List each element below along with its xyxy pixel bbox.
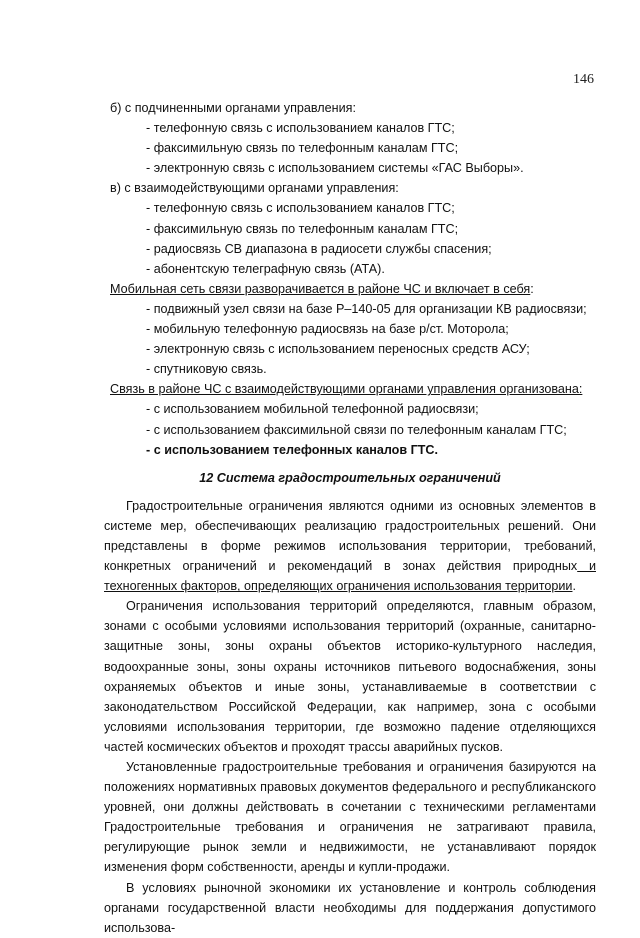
list-item: - с использованием мобильной телефонной радиосвязи;: [146, 402, 479, 417]
mobile-network-title-text: Мобильная сеть связи разворачивается в районе ЧС и включает в себя: [110, 281, 531, 296]
list-item: - факсимильную связь по телефонным каналам ГТС;: [146, 221, 459, 236]
paragraph-3: Установленные градостроительные требования и ограничения базируются на положениях нормативных правовых документов федерального и республиканского уровней, они должны действовать в сочетании с техническими регламентами Градостроительные требования и ограничения не затрагивают правила, регулирующие рынок земли и недвижимости, не устанавливают порядок изменения форм собственности, аренды и купли-продажи.: [104, 760, 596, 875]
list-item: - мобильную телефонную радиосвязь на базе р/ст. Моторола;: [146, 322, 509, 337]
list-item: - подвижный узел связи на базе Р–140-05 для организации КВ радиосвязи;: [146, 301, 587, 316]
paragraph-1-end: .: [572, 579, 576, 594]
list-item: - факсимильную связь по телефонным каналам ГТС;: [146, 141, 459, 156]
list-item: - с использованием факсимильной связи по телефонным каналам ГТС;: [146, 422, 567, 437]
mobile-network-title: [104, 279, 596, 299]
list-item: - телефонную связь с использованием каналов ГТС;: [146, 201, 455, 216]
list-item: - абонентскую телеграфную связь (АТА).: [146, 261, 385, 276]
list-c-title: в) с взаимодействующими органами управления:: [110, 181, 399, 196]
document-body: [104, 98, 596, 938]
section-heading: 12 Система градостроительных ограничений: [199, 470, 501, 485]
list-item: - спутниковую связь.: [146, 362, 267, 377]
list-item: - электронную связь с использованием переносных средств АСУ;: [146, 342, 530, 357]
paragraph-1-text: Градостроительные ограничения являются одними из основных элементов в системе мер, обеспечивающих реализацию градостроительных решений. Они представлены в форме режимов использования территории, требований, конкретных ограничений и рекомендаций в зонах действия природных: [104, 498, 596, 574]
mobile-network-title-suffix: :: [530, 281, 534, 296]
paragraph-1: [104, 496, 596, 596]
page-number: 146: [573, 72, 594, 87]
paragraph-2: Ограничения использования территорий определяются, главным образом, зонами с особыми условиями использования территорий (охранные, санитарно-защитные зоны, зоны охраны объектов историко-культурного наследия, водоохранные зоны, зоны охраны источников питьевого водоснабжения, зоны охраняемых объектов и иные зоны, устанавливаемые в соответствии с законодательством Российской Федерации, как например, зона с особыми условиями использования территории, где возможно падение отделяющихся частей космических объектов и проходят трассы аварийных пусков.: [104, 599, 596, 754]
list-b-title: б) с подчиненными органами управления:: [110, 101, 356, 115]
list-item: - телефонную связь с использованием каналов ГТС;: [146, 121, 455, 136]
list-item: - электронную связь с использованием системы «ГАС Выборы».: [146, 161, 524, 176]
emergency-link-title: Связь в районе ЧС с взаимодействующими органами управления организована:: [110, 382, 583, 397]
paragraph-4: В условиях рыночной экономики их установление и контроль соблюдения органами государственной власти необходимы для поддержания допустимого использова-: [104, 880, 596, 935]
list-item-bold: - с использованием телефонных каналов ГТС.: [146, 442, 439, 457]
paragraph-1-underlined: и техногенных факторов, определяющих ограничения использования территории: [104, 559, 596, 594]
list-item: - радиосвязь СВ диапазона в радиосети службы спасения;: [146, 241, 492, 256]
